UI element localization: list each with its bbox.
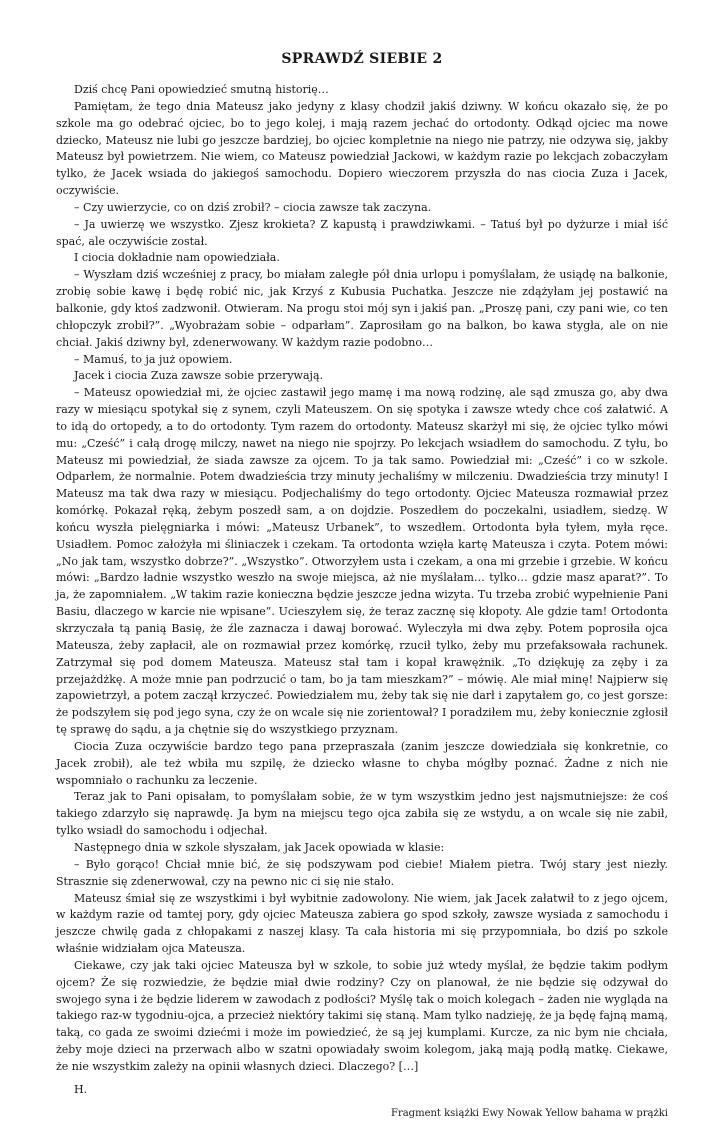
paragraph: I ciocia dokładnie nam opowiedziała. [74,251,280,265]
paragraph: Jacek i ciocia Zuza zawsze sobie przerywają. [74,369,323,383]
paragraph: Następnego dnia w szkole słyszałam, jak Jacek opowiada w klasie: [74,840,445,854]
story-text [56,82,668,1076]
paragraph: – Było gorąco! Chciał mnie bić, że się podszywam pod ciebie! Miałem pietra. Twój stary jest niezły. Strasznie się zdenerwował, czy na pewno nic ci się nie stało. [56,857,668,888]
paragraph: Pamiętam, że tego dnia Mateusz jako jedyny z klasy chodził jakiś dziwny. W końcu okazało się, że po szkole ma go odebrać ojciec, bo to jego kolej, i mają razem jechać do ortodonty. Odkąd ojciec ma nowe dziecko, Mateusz nie lubi go jeszcze bardziej, bo ojciec kompletnie na niego nie patrzy, nie odzywa się, jakby Mateusz był powietrzem. Nie wiem, co Mateusz powiedział Jackowi, w każdym razie po lekcjach zobaczyłam tylko, że Jacek wsiada do jakiegoś samochodu. Dopiero wieczorem przyszła do nas ciocia Zuza i Jacek, oczywiście. [56,99,668,198]
paragraph: – Mamuś, to ja już opowiem. [74,352,233,366]
paragraph: – Mateusz opowiedział mi, że ojciec zastawił jego mamę i ma nową rodzinę, ale sąd zmusza go, aby dwa razy w miesiącu spotykał się z synem, czyli Mateuszem. On się spotyka i zawsze wtedy chce coś załatwić. A to idą do ortopedy, a to do ortodonty. Tym razem do ortodonty. Mateusz skarżył mi się, że ojciec tylko mówi mu: „Cześć” i całą drogę milczy, nawet na niego nie spojrzy. Po lekcjach wsiadłem do samochodu. Z tyłu, bo Mateusz mi powiedział, że siada zawsze za ojcem. To ja tak samo. Powiedział mi: „Cześć” i co w szkole. Odparłem, że normalnie. Potem dwadzieścia trzy minuty jechaliśmy w milczeniu. Dwadzieścia trzy minuty! I Mateusz ma tak dwa razy w miesiącu. Podjechaliśmy do tego ortodonty. Ojciec Mateusza rozmawiał przez komórkę. Pokazał ręką, żebym poszedł sam, a on dojdzie. Poszedłem do poczekalni, usiadłem, siedzę. W końcu wyszła pielęgniarka i mówi: „Mateusz Urbanek”, to wszedłem. Ortodonta była tyłem, myła ręce. Usiadłem. Pomoc założyła mi śliniaczek i czekam. Ta ortodonta wzięła kartę Mateusza i czyta. Potem mówi: „No jak tam, wszystko dobrze?”. „Wszystko”. Otworzyłem usta i czekam, a ona mi grzebie i grzebie. W końcu mówi: „Bardzo ładnie wszystko weszło na swoje miejsca, aż nie myślałam… tylko… gdzie masz aparat?”. To ja, że zapomniałem. „W takim razie konieczna będzie jeszcze jedna wizyta. Tu trzeba zrobić wypełnienie Pani Basiu, dlaczego w karcie nie wpisane”. Ucieszyłem się, że teraz zacznę się kłopoty. Ale gdzie tam! Ortodonta skrzyczała tą panią Basię, że źle zaznacza i dawaj borować. Wyleczyła mi dwa zęby. Potem poprosiła ojca Mateusza, żeby zapłacił, ale on rozmawiał przez komórkę, rzucił tylko, żeby mu przefaksowała rachunek. Zatrzymał się pod domem Mateusza. Mateusz stał tam i kopał krawężnik. „To dziękuję za zęby i za przejażdżkę. A może mnie pan podrzucić o tam, bo ja tam mieszkam?” – mówię. Ale miał minę! Najpierw się zapowietrzył, a potem zaczął krzyczeć. Powiedziałem mu, żeby tak się nie darł i zapytałem go, co jest gorsze: że podszyłem się pod jego syna, czy że on wcale się nie zorientował? I poradziłem mu, żeby koniecznie zgłosił tę sprawę do sądu, a ja chętnie się do wszystkiego przyznam. [56,386,668,737]
paragraph: – Ja uwierzę we wszystko. Zjesz krokieta? Z kapustą i prawdziwkami. – Tatuś był po dyżurze i miał iść spać, ale oczywiście został. [56,217,668,248]
source-citation: Fragment książki Ewy Nowak Yellow bahama w prążki [391,1107,668,1119]
document-title: SPRAWDŹ SIEBIE 2 [281,51,443,67]
paragraph: – Czy uwierzycie, co on dziś zrobił? – ciocia zawsze tak zaczyna. [74,200,432,214]
paragraph: Ciocia Zuza oczywiście bardzo tego pana przepraszała (zanim jeszcze dowiedziała się konkretnie, co Jacek zrobił), ale też wbiła mu szpilę, że dziecko własne to chyba mógłby poznać. Żadne z nich nie wspomniało o rachunku za leczenie. [56,739,668,787]
paragraph: Dziś chcę Pani opowiedzieć smutną historię… [74,83,329,96]
signature: H. [74,1082,88,1096]
paragraph: Mateusz śmiał się ze wszystkimi i był wybitnie zadowolony. Nie wiem, jak Jacek załatwił to z jego ojcem, w każdym razie od tamtej pory, gdy ojciec Mateusza zabiera go spod szkoły, zawsze wysiada z samochodu i jeszcze chwilę gada z chłopakami z naszej klasy. Ta cała historia mi się przypomniała, bo dziś po szkole właśnie widziałam ojca Mateusza. [56,891,668,956]
paragraph: Teraz jak to Pani opisałam, to pomyślałam sobie, że w tym wszystkim jedno jest najsmutniejsze: że coś takiego zdarzyło się naprawdę. Ja bym na miejscu tego ojca zabiła się ze wstydu, a on wcale się nie zabił, tylko wsiadł do samochodu i odjechał. [56,790,668,838]
paragraph: Ciekawe, czy jak taki ojciec Mateusza był w szkole, to sobie już wtedy myślał, że będzie takim podłym ojcem? Że się rozwiedzie, że będzie miał dwie rodziny? Czy on planował, że nie będzie się odzywał do swojego syna i że będzie liderem w zawodach z podłości? Myślę tak o moich kolegach – żaden nie wygląda na takiego raz-w tygodniu-ojca, a przecież niektóry takimi się staną. Mam tylko nadzieję, że ja będę fajną mamą, taką, co gada ze swoimi dziećmi i może im powiedzieć, że są jej kumplami. Kurcze, za nic bym nie chciała, żeby moje dzieci na przerwach albo w szatni opowiadały swoim kolegom, jaką mają podłą matkę. Ciekawe, że nie wszystkim zależy na opinii własnych dzieci. Dlaczego? […] [56,958,668,1073]
paragraph: – Wyszłam dziś wcześniej z pracy, bo miałam zaległe pół dnia urlopu i pomyślałam, że usiądę na balkonie, zrobię sobie kawę i będę robić nic, jak Krzyś z Kubusia Puchatka. Jeszcze nie zdążyłam jej postawić na balkonie, gdy ktoś zadzwonił. Otwieram. Na progu stoi mój syn i jakiś pan. „Proszę pani, czy pani wie, co ten chłopczyk zrobił?”. „Wyobrażam sobie – odparłam”. Zaprosiłam go na balkon, bo kawa stygła, ale on nie chciał. Jakiś dziwny był, zdenerwowany. W każdym razie podobno… [56,268,668,349]
document-page [56,50,668,1122]
